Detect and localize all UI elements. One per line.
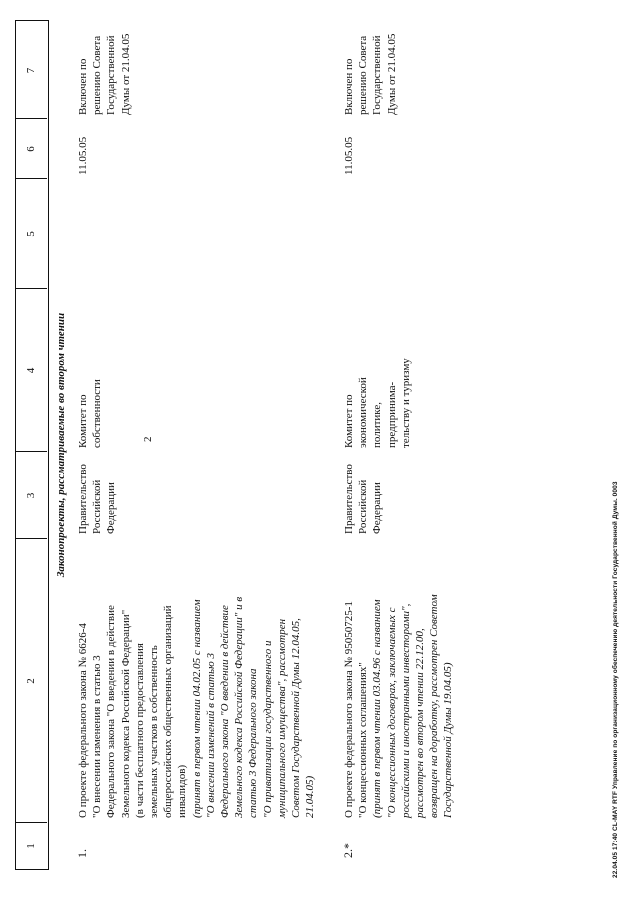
row-description: О проекте федерального закона № 6626-4 "О внесении изменения в статью 3 Федерального закона "О введении в действие Земельного кодекса Российской Федерации" (в части бесплатного предоставления земельных участков в собственность общероссийских общественных организаций инвалидов) (принят в первом чтении 04.02.05 с названием "О внесении изменений в статью 3 Федерального закона "О введении в действие Земельного кодекса Российской Федерации" и в статью 3 Федерального закона "О приватизации государственного и муниципального имущества", рассмотрен Советом Государственной Думы 12.04.05, 21.04.05) — [77, 596, 317, 818]
column-number-6: 6 — [25, 146, 37, 152]
section-title: Законопроекты, рассматриваемые во втором чтении — [55, 312, 67, 578]
column-number-row — [15, 20, 49, 870]
row-status: Включен по решению Совета Государственной Думы от 21.04.05 — [77, 33, 132, 115]
row-status: Включен по решению Совета Государственной Думы от 21.04.05 — [343, 33, 398, 115]
column-number-5: 5 — [25, 231, 37, 237]
page-number: 2 — [142, 436, 154, 442]
row-author: Правительство Российской Федерации — [77, 464, 118, 534]
row-author: Правительство Российской Федерации — [343, 464, 384, 534]
column-number-7: 7 — [25, 67, 37, 74]
column-number-1: 1 — [25, 843, 37, 849]
column-number-2: 2 — [25, 678, 37, 684]
column-number-4: 4 — [25, 367, 37, 374]
row-number: 1. — [75, 849, 89, 858]
row-description: О проекте федерального закона № 95050725-1 "О концессионных соглашениях" (принят в первом чтении 03.04.96 с названием "О концессионных договорах, заключаемых с российскими и иностранными инвесторами", рассмотрен во втором чтении 22.12.00, возвращен на доработку, рассмотрен Советом Государственной Думы 19.04.05) — [343, 594, 455, 818]
column-number-3: 3 — [25, 492, 37, 499]
row-date: 11.05.05 — [77, 136, 89, 175]
row-committee: Комитет по экономической политике, предпринима- тельству и туризму — [343, 358, 412, 448]
print-footer: 22.04.05 17:40 CL-MAY RTF Управление по организационному обеспечению деятельности Государственной Думы. 0003 — [612, 481, 619, 878]
row-number: 2.* — [341, 843, 355, 858]
row-date: 11.05.05 — [343, 136, 355, 175]
row-committee: Комитет по собственности — [77, 379, 104, 448]
